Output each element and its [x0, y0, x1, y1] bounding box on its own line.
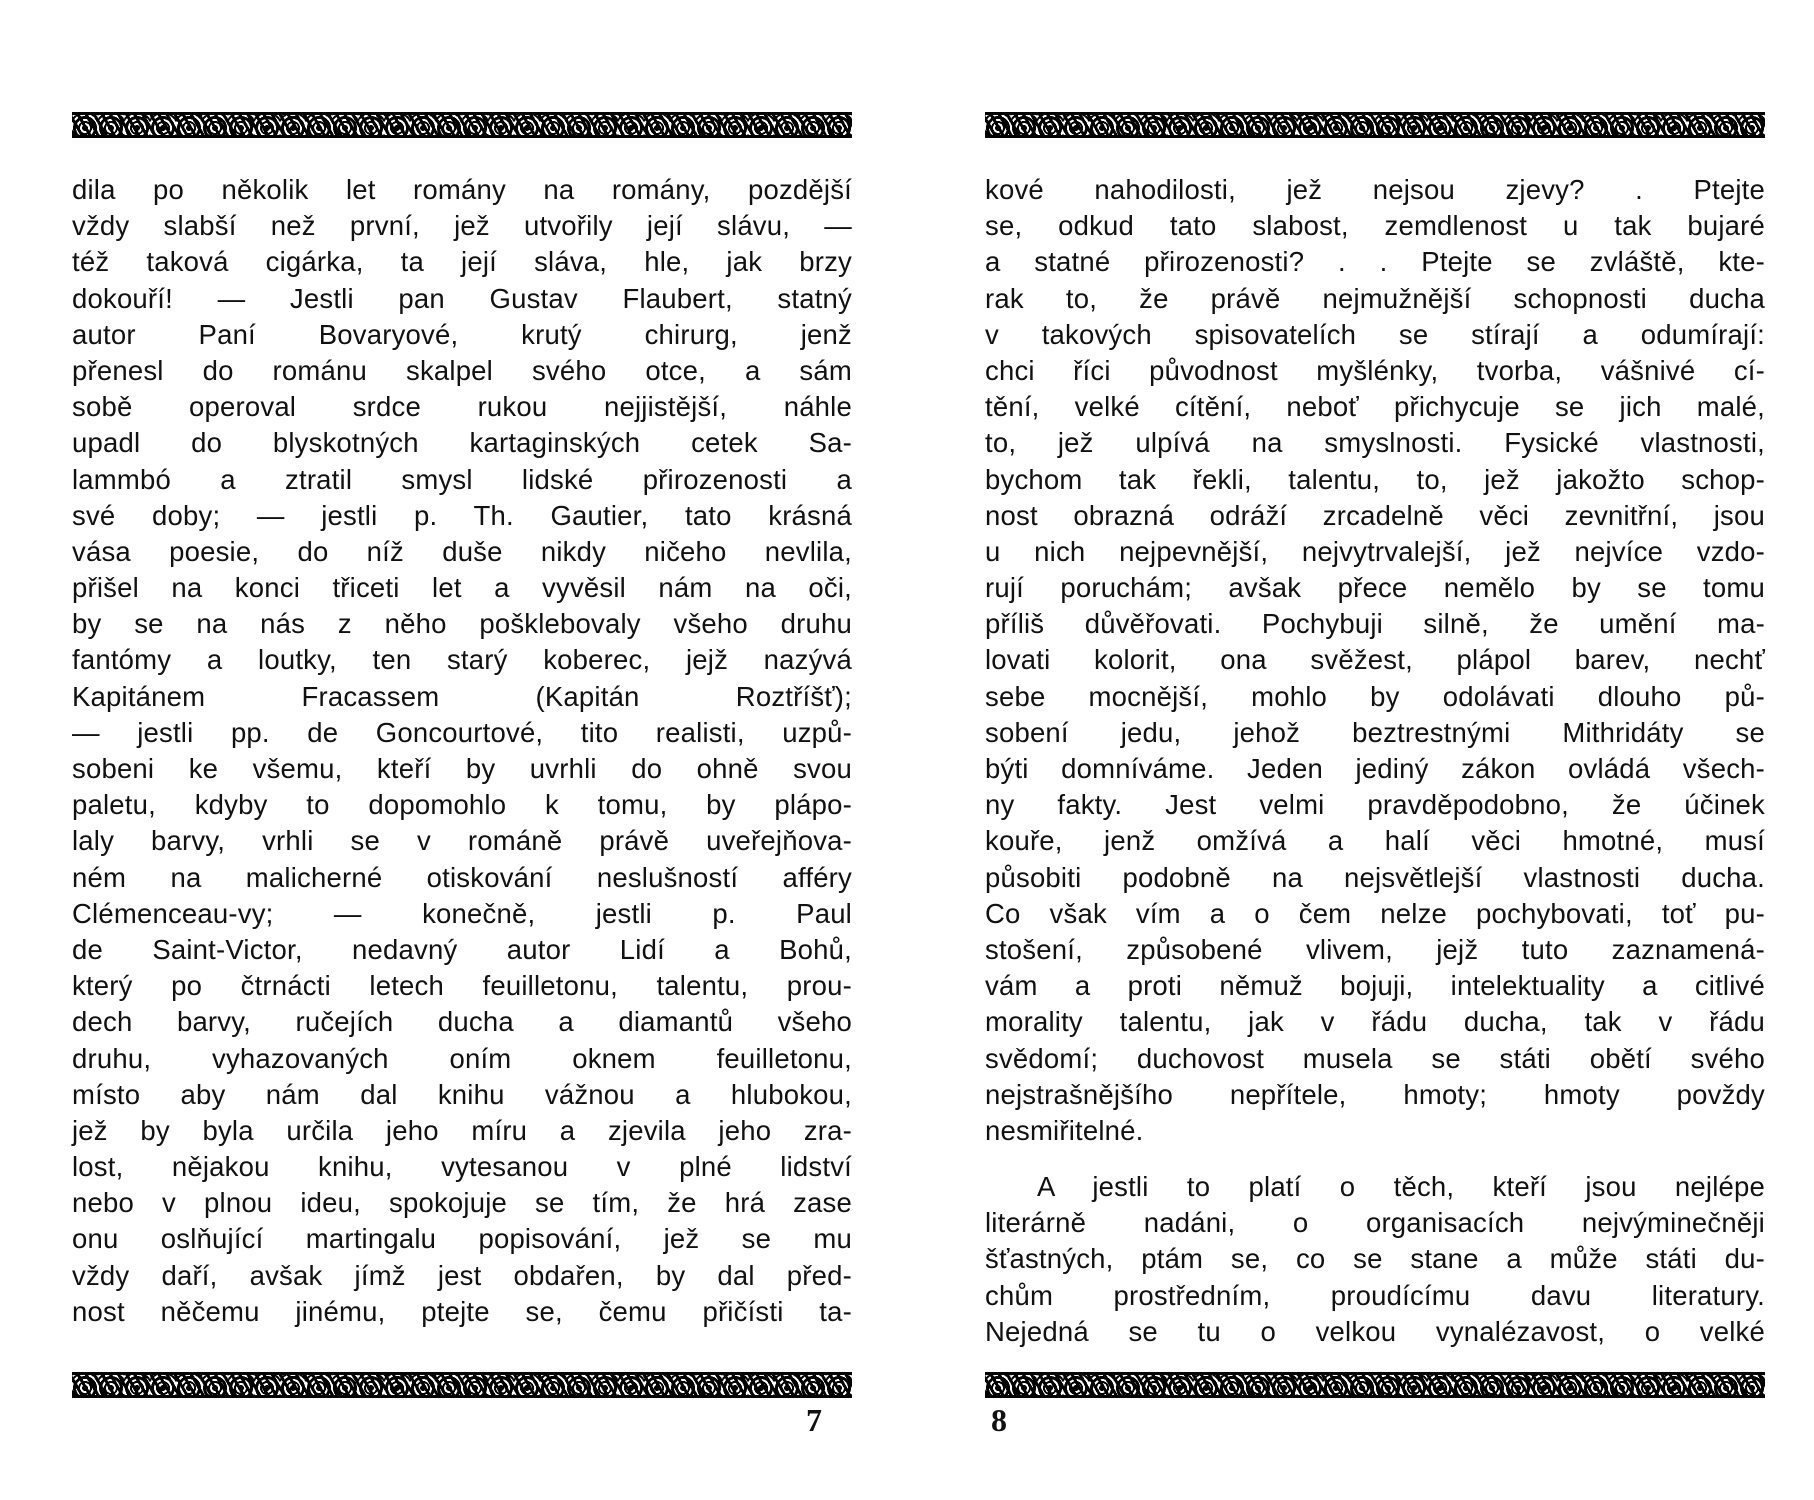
text-line: Clémenceau-vy; — konečně, jestli p. Paul [72, 897, 852, 929]
text-line: vždy slabší než první, jež utvořily její slávu, — [72, 210, 852, 242]
text-line: nejstrašnějšího nepřítele, hmoty; hmoty povždy [985, 1078, 1765, 1110]
text-line: se, odkud tato slabost, zemdlenost u tak bujaré [985, 210, 1765, 242]
text-line: lovati kolorit, ona svěžest, plápol barev, nechť [985, 644, 1765, 676]
text-line: a statné přirozenosti? . . Ptejte se zvláště, kte- [985, 246, 1765, 278]
text-line: též taková cigárka, ta její sláva, hle, jak brzy [72, 246, 852, 278]
right-page-text [985, 172, 1765, 1350]
page-number: 8 [991, 1402, 1007, 1438]
text-line: svědomí; duchovost musela se státi obětí svého [985, 1042, 1765, 1074]
text-line: lammbó a ztratil smysl lidské přirozenosti a [72, 463, 852, 495]
bottom-ornament-border [72, 1372, 852, 1398]
text-line: to, jež ulpívá na smyslnosti. Fysické vlastnosti, [985, 427, 1765, 459]
text-line: — jestli pp. de Goncourtové, tito realisti, uzpů- [72, 716, 852, 748]
text-line: býti domníváme. Jeden jediný zákon ovládá všech- [985, 753, 1765, 784]
text-line: rak to, že právě nejmužnější schopnosti ducha [985, 282, 1765, 314]
text-line: své doby; — jestli p. Th. Gautier, tato krásná [72, 499, 852, 531]
text-line: místo aby nám dal knihu vážnou a hlubokou, [72, 1078, 852, 1110]
text-line: by se na nás z něho pošklebovaly všeho druhu [72, 608, 852, 640]
text-line: sebe mocnější, mohlo by odolávati dlouho pů- [985, 680, 1765, 712]
left-page-text [72, 172, 852, 1330]
text-line: vása poesie, do níž duše nikdy ničeho nevlila, [72, 535, 852, 567]
text-line: chům prostředním, proudícímu davu literatury. [985, 1279, 1765, 1311]
text-line: v takových spisovatelích se stírají a odumírají: [985, 318, 1765, 350]
top-ornament-border [72, 112, 852, 138]
text-line: přišel na konci třiceti let a vyvěsil nám na oči, [72, 572, 852, 604]
text-line: Nejedná se tu o velkou vynalézavost, o velké [985, 1315, 1765, 1347]
text-line: paletu, kdyby to dopomohlo k tomu, by plápo- [72, 789, 852, 821]
text-line: literárně nadáni, o organisacích nejvýminečněji [985, 1207, 1765, 1239]
text-line: u nich nejpevnější, nejvytrvalejší, jež nejvíce vzdo- [985, 535, 1765, 567]
text-line: upadl do blyskotných kartaginských cetek Sa- [72, 427, 852, 459]
text-line: laly barvy, vrhli se v románě právě uveřejňova- [72, 825, 852, 857]
paragraph-gap [985, 1149, 1765, 1169]
text-line: Kapitánem Fracassem (Kapitán Roztříšť); [72, 680, 852, 712]
text-line: kouře, jenž omžívá a halí věci hmotné, musí [985, 825, 1765, 857]
text-line: vždy daří, avšak jímž jest obdařen, by dal před- [72, 1259, 852, 1291]
text-line: druhu, vyhazovaných oním oknem feuilletonu, [72, 1042, 852, 1074]
text-line: onu oslňující martingalu popisování, jež se mu [72, 1223, 852, 1255]
text-line: dila po několik let romány na romány, pozdější [72, 174, 852, 205]
text-line: sobě operoval srdce rukou nejjistější, náhle [72, 391, 852, 423]
text-line: tění, velké cítění, neboť přichycuje se jich malé, [985, 391, 1765, 423]
text-line: de Saint-Victor, nedavný autor Lidí a Bohů, [72, 933, 852, 965]
text-line: působiti podobně na nejsvětlejší vlastnosti ducha. [985, 861, 1765, 893]
text-line: lost, nějakou knihu, vytesanou v plné lidství [72, 1151, 852, 1183]
text-line: chci říci původnost myšlénky, tvorba, vášnivé cí- [985, 354, 1765, 386]
top-ornament-border [985, 112, 1765, 138]
text-line: dech barvy, ručejích ducha a diamantů všeho [72, 1006, 852, 1038]
bottom-ornament-border [985, 1372, 1765, 1398]
text-line: ném na malicherné otiskování neslušností afféry [72, 861, 852, 893]
text-line: fantómy a loutky, ten starý koberec, jejž nazývá [72, 644, 852, 676]
text-line: nost něčemu jinému, ptejte se, čemu přičísti ta- [72, 1295, 852, 1327]
text-line: dokouří! — Jestli pan Gustav Flaubert, statný [72, 282, 852, 314]
text-line: rují poruchám; avšak přece nemělo by se tomu [985, 572, 1765, 604]
text-line: ny fakty. Jest velmi pravděpodobno, že účinek [985, 789, 1765, 821]
text-line: sobeni ke všemu, kteří by uvrhli do ohně svou [72, 753, 852, 784]
text-line: sobení jedu, jehož beztrestnými Mithridáty se [985, 716, 1765, 748]
text-line: morality talentu, jak v řádu ducha, tak v řádu [985, 1006, 1765, 1038]
text-line: nebo v plnou ideu, spokojuje se tím, že hrá zase [72, 1187, 852, 1219]
text-line: který po čtrnácti letech feuilletonu, talentu, prou- [72, 970, 852, 1002]
text-line: nost obrazná odráží zrcadelně věci zevnitřní, jsou [985, 499, 1765, 531]
text-line: nesmiřitelné. [985, 1114, 1144, 1146]
text-line: přenesl do románu skalpel svého otce, a sám [72, 354, 852, 386]
text-line: vám a proti němuž bojuji, intelektuality a citlivé [985, 970, 1765, 1002]
text-line: bychom tak řekli, talentu, to, jež jakožto schop- [985, 463, 1765, 495]
text-line: jež by byla určila jeho míru a zjevila jeho zra- [72, 1114, 852, 1146]
text-line: A jestli to platí o těch, kteří jsou nejlépe [1037, 1171, 1765, 1203]
text-line: šťastných, ptám se, co se stane a může státi du- [985, 1243, 1765, 1275]
page-number: 7 [806, 1402, 822, 1438]
text-line: stošení, způsobené vlivem, jejž tuto zaznamená- [985, 933, 1765, 965]
text-line: kové nahodilosti, jež nejsou zjevy? . Ptejte [985, 174, 1765, 205]
text-line: Co však vím a o čem nelze pochybovati, toť pu- [985, 897, 1765, 929]
text-line: autor Paní Bovaryové, krutý chirurg, jenž [72, 318, 852, 350]
text-line: příliš důvěřovati. Pochybuji silně, že umění ma- [985, 608, 1765, 640]
